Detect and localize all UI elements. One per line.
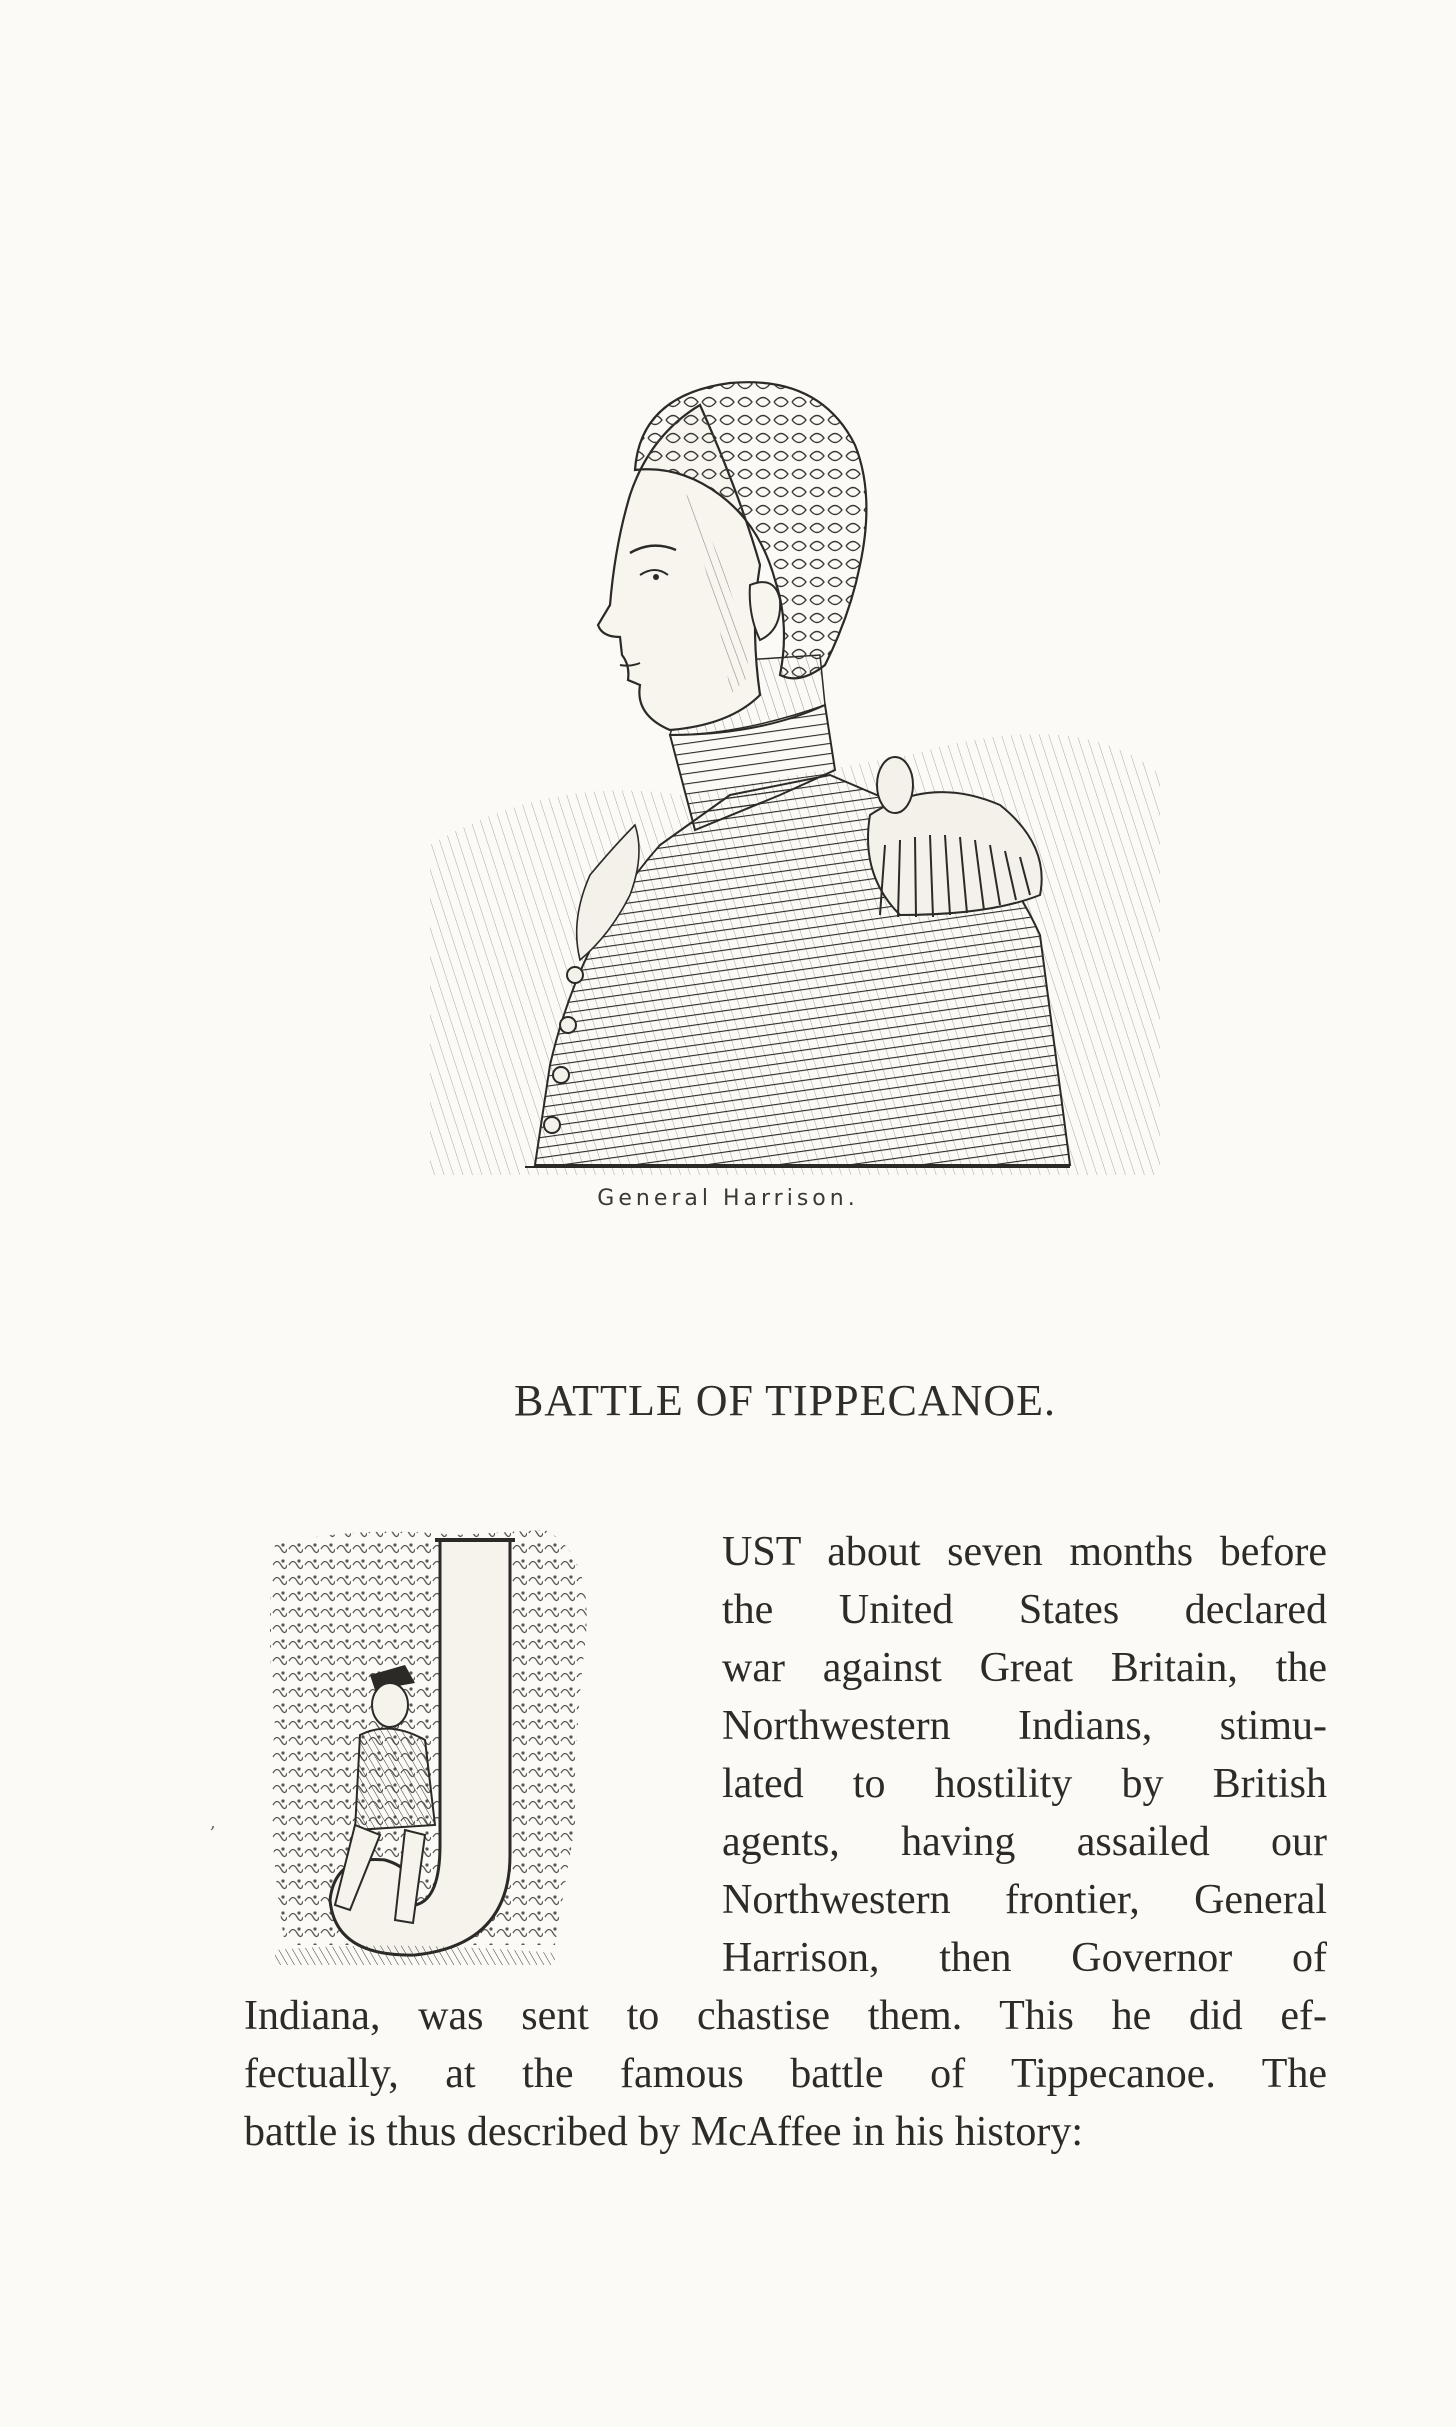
body-line-4: Northwestern Indians, stimu-	[722, 1703, 1327, 1749]
drop-cap-illustration	[255, 1525, 680, 1985]
body-line-9: Indiana, was sent to chastise them. This he did ef-	[244, 1993, 1327, 2039]
portrait-caption: General Harrison.	[597, 1186, 859, 1211]
body-line-1: UST about seven months before	[722, 1529, 1327, 1575]
body-line-5: lated to hostility by British	[722, 1761, 1327, 1807]
body-line-7: Northwestern frontier, General	[722, 1877, 1327, 1923]
body-line-11: battle is thus described by McAffee in his history:	[244, 2109, 1084, 2155]
stray-mark: ,	[210, 1812, 216, 1833]
body-line-2: the United States declared	[722, 1587, 1327, 1633]
body-line-6: agents, having assailed our	[722, 1819, 1327, 1865]
portrait-engraving	[430, 375, 1160, 1185]
body-line-8: Harrison, then Governor of	[722, 1935, 1327, 1981]
chapter-title: BATTLE OF TIPPECANOE.	[513, 1376, 1057, 1425]
body-line-3: war against Great Britain, the	[722, 1645, 1327, 1691]
body-line-10: fectually, at the famous battle of Tippecanoe. The	[244, 2051, 1327, 2097]
